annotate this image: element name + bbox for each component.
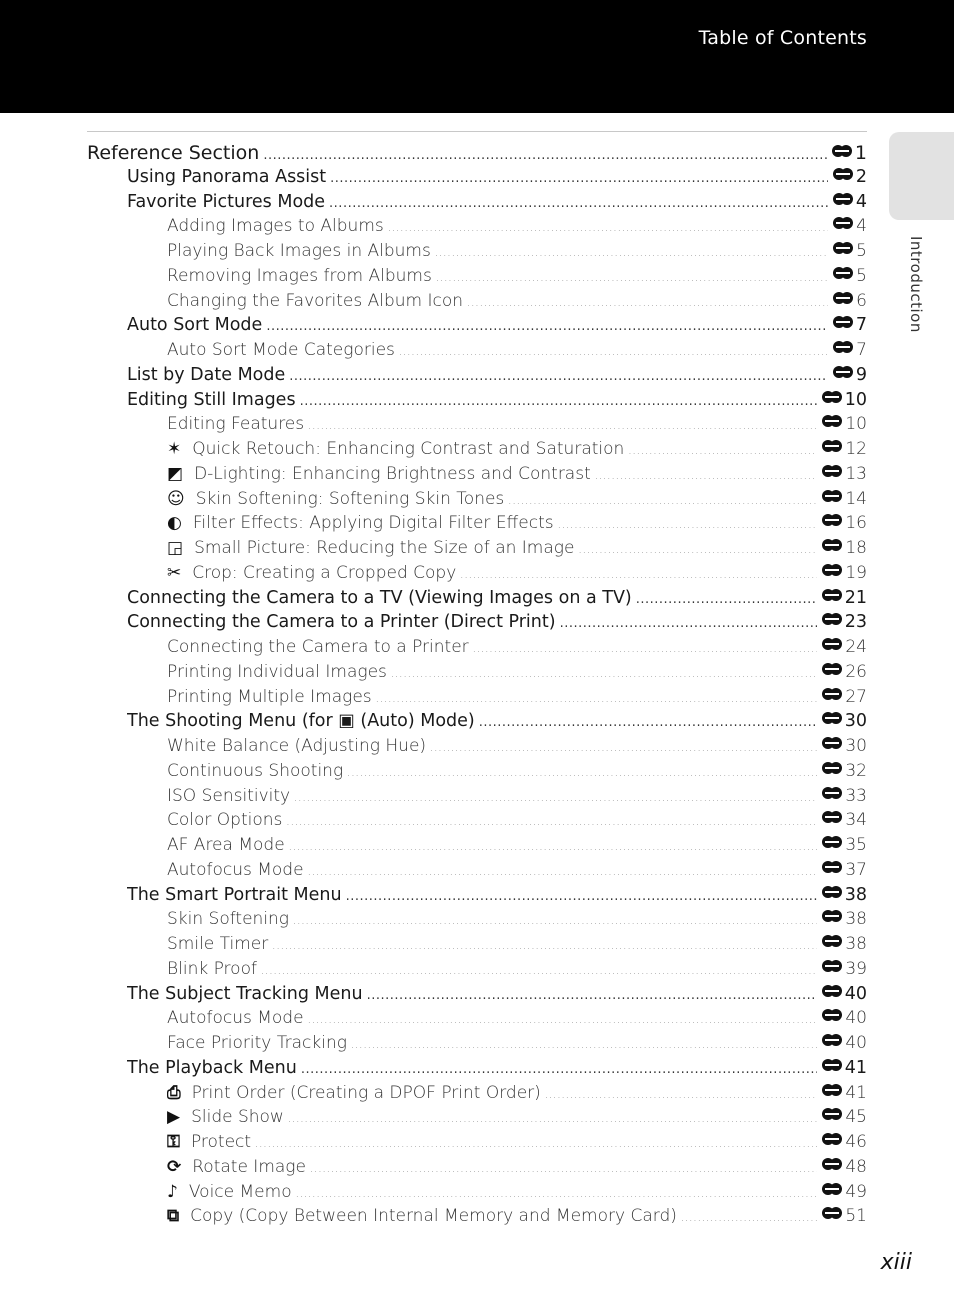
reference-section-icon bbox=[832, 266, 854, 282]
reference-section-icon bbox=[832, 365, 854, 381]
page-ref-number: 40 bbox=[845, 1033, 867, 1053]
page-ref-number: 23 bbox=[844, 612, 867, 633]
reference-section-icon bbox=[821, 489, 843, 505]
page-ref-number: 33 bbox=[845, 785, 867, 806]
dot-leader bbox=[308, 421, 817, 432]
reference-section-icon bbox=[821, 810, 843, 826]
toc-entry-page bbox=[821, 1008, 867, 1028]
print-order-icon: ⎙ bbox=[167, 1082, 181, 1103]
page-ref-number: 24 bbox=[845, 637, 867, 657]
dot-leader bbox=[329, 196, 828, 211]
toc-entry-title: Smile Timer bbox=[167, 934, 269, 954]
dot-leader bbox=[436, 273, 828, 284]
toc-entry-page bbox=[821, 984, 867, 1004]
toc-entry-page bbox=[821, 414, 867, 434]
toc-entry[interactable] bbox=[127, 390, 867, 410]
toc-entry[interactable] bbox=[167, 1206, 867, 1226]
toc-entry-title: Printing Individual Images bbox=[167, 661, 387, 682]
reference-section-icon bbox=[821, 860, 843, 876]
toc-entry[interactable] bbox=[167, 736, 867, 756]
toc-entry-title: The Shooting Menu (for ▣ (Auto) Mode) bbox=[127, 711, 475, 732]
toc-entry[interactable] bbox=[167, 464, 867, 484]
toc-entry-title: D-Lighting: Enhancing Brightness and Contrast bbox=[194, 463, 591, 484]
toc-entry[interactable] bbox=[167, 959, 867, 979]
toc-entry[interactable] bbox=[167, 786, 867, 806]
toc-entry-page bbox=[821, 538, 867, 558]
toc-entry[interactable] bbox=[167, 1033, 867, 1053]
toc-entry-page bbox=[821, 637, 867, 657]
reference-section-icon bbox=[821, 687, 843, 703]
toc-entry[interactable] bbox=[167, 934, 867, 954]
toc-entry[interactable] bbox=[167, 414, 867, 434]
toc-entry[interactable] bbox=[127, 588, 867, 608]
toc-entry-page bbox=[821, 835, 867, 855]
dot-leader bbox=[263, 148, 827, 163]
reference-section-icon bbox=[821, 786, 843, 802]
copy-icon: ⧉ bbox=[167, 1206, 180, 1227]
page-ref-number: 12 bbox=[845, 439, 867, 459]
toc-entry-page bbox=[821, 810, 867, 830]
toc-entry[interactable] bbox=[167, 291, 867, 311]
reference-section-icon bbox=[821, 1083, 843, 1099]
toc-entry-title: Using Panorama Assist bbox=[127, 166, 327, 187]
voice-memo-icon: ♪ bbox=[167, 1181, 178, 1202]
dot-leader bbox=[558, 520, 818, 531]
toc-entry-title: Slide Show bbox=[191, 1107, 284, 1128]
reference-section-icon bbox=[821, 538, 843, 554]
page-ref-number: 41 bbox=[844, 1057, 867, 1078]
page-ref-number: 4 bbox=[856, 216, 867, 237]
page-header-title: Table of Contents bbox=[698, 27, 867, 49]
reference-section-icon bbox=[821, 885, 843, 901]
toc-entry[interactable] bbox=[167, 1008, 867, 1028]
toc-entry-page bbox=[821, 439, 867, 459]
toc-entry[interactable] bbox=[167, 637, 867, 657]
dot-leader bbox=[636, 592, 817, 607]
reference-section-icon bbox=[821, 1206, 843, 1222]
toc-entry-page bbox=[821, 612, 867, 632]
reference-section-icon bbox=[821, 1058, 843, 1074]
small-picture-icon: ◲ bbox=[167, 538, 184, 558]
reference-section-icon bbox=[821, 513, 843, 529]
dot-leader bbox=[308, 1015, 818, 1026]
page-ref-number: 16 bbox=[845, 513, 867, 534]
toc-entry-title: Print Order (Creating a DPOF Print Order) bbox=[191, 1082, 541, 1103]
toc-entry-title: ISO Sensitivity bbox=[167, 785, 291, 806]
dot-leader bbox=[467, 298, 828, 309]
toc-entry-title: Protect bbox=[190, 1132, 252, 1152]
page-ref-number: 5 bbox=[856, 241, 867, 261]
reference-section-icon bbox=[821, 1008, 843, 1024]
toc-entry-title: Skin Softening bbox=[167, 909, 290, 930]
toc-entry[interactable] bbox=[167, 761, 867, 781]
toc-entry-title: Face Priority Tracking bbox=[167, 1033, 347, 1053]
toc-entry-title: Auto Sort Mode Categories bbox=[167, 340, 395, 360]
toc-entry[interactable] bbox=[167, 860, 867, 880]
toc-entry-title: List by Date Mode bbox=[127, 364, 286, 385]
d-lighting-icon: ◩ bbox=[167, 463, 184, 484]
toc-entry-title: The Smart Portrait Menu bbox=[127, 884, 342, 905]
page-ref-number: 7 bbox=[856, 340, 867, 360]
page-ref-number: 1 bbox=[854, 142, 867, 164]
toc-entry-page bbox=[821, 1182, 867, 1202]
toc-entry-title: AF Area Mode bbox=[167, 835, 285, 855]
toc-entry-page bbox=[832, 291, 867, 311]
toc-entry-page bbox=[832, 340, 867, 360]
toc-entry-page bbox=[821, 909, 867, 929]
reference-section-icon bbox=[821, 711, 843, 727]
dot-leader bbox=[460, 570, 817, 581]
page-ref-number: 21 bbox=[844, 587, 867, 608]
reference-section-icon bbox=[821, 959, 843, 975]
page-ref-number: 18 bbox=[845, 538, 867, 558]
dot-leader bbox=[473, 644, 818, 655]
reference-section-icon bbox=[821, 909, 843, 925]
toc-entry[interactable] bbox=[167, 439, 867, 459]
toc-entry[interactable] bbox=[167, 241, 867, 261]
toc-entry-title: Crop: Creating a Cropped Copy bbox=[192, 562, 457, 583]
toc-entry[interactable] bbox=[127, 167, 867, 187]
toc-entry-page bbox=[831, 142, 867, 164]
reference-section-icon bbox=[821, 637, 843, 653]
toc-entry-page bbox=[832, 241, 867, 261]
toc-entry[interactable] bbox=[127, 315, 867, 335]
page-ref-number: 14 bbox=[845, 488, 867, 509]
toc-entry-page bbox=[832, 216, 867, 236]
dot-leader bbox=[300, 394, 817, 409]
reference-section-icon bbox=[831, 144, 853, 160]
toc-entry[interactable] bbox=[87, 142, 867, 164]
dot-leader bbox=[289, 842, 818, 853]
page-ref-number: 35 bbox=[845, 835, 867, 855]
dot-leader bbox=[286, 817, 817, 828]
toc-entry[interactable] bbox=[127, 192, 867, 212]
toc-entry-page bbox=[832, 167, 867, 187]
reference-section-icon bbox=[821, 439, 843, 455]
toc-entry-page bbox=[821, 687, 867, 707]
toc-entry-page bbox=[832, 192, 867, 212]
page-ref-number: 32 bbox=[845, 760, 867, 781]
reference-section-icon bbox=[821, 662, 843, 678]
toc-entry[interactable] bbox=[167, 662, 867, 682]
toc-entry[interactable] bbox=[167, 1132, 867, 1152]
dot-leader bbox=[399, 347, 828, 358]
toc-entry[interactable] bbox=[167, 340, 867, 360]
toc-entry-title: Adding Images to Albums bbox=[167, 216, 384, 237]
rotate-image-icon: ⟳ bbox=[167, 1156, 182, 1177]
dot-leader bbox=[628, 446, 817, 457]
toc-entry-page bbox=[821, 1083, 867, 1103]
page-ref-number: 27 bbox=[845, 686, 867, 707]
dot-leader bbox=[301, 1062, 817, 1077]
dot-leader bbox=[266, 319, 828, 334]
page-ref-number: 26 bbox=[845, 661, 867, 682]
dot-leader bbox=[430, 743, 817, 754]
toc-entry[interactable] bbox=[167, 513, 867, 533]
toc-entry-page bbox=[821, 489, 867, 509]
toc-entry[interactable] bbox=[167, 1157, 867, 1177]
dot-leader bbox=[347, 768, 817, 779]
dot-leader bbox=[351, 1040, 817, 1051]
slide-show-icon: ▶ bbox=[167, 1107, 181, 1128]
toc-entry-page bbox=[821, 1107, 867, 1127]
toc-entry-title: Quick Retouch: Enhancing Contrast and Saturation bbox=[192, 439, 625, 459]
toc-entry-page bbox=[821, 563, 867, 583]
toc-entry-title: Reference Section bbox=[87, 142, 260, 164]
page-ref-number: 13 bbox=[845, 463, 867, 484]
dot-leader bbox=[293, 916, 817, 927]
page-ref-number: 46 bbox=[845, 1132, 867, 1152]
reference-section-icon bbox=[821, 464, 843, 480]
page-ref-number: 5 bbox=[856, 265, 867, 286]
dot-leader bbox=[367, 988, 817, 1003]
toc-entry-page bbox=[821, 959, 867, 979]
dot-leader bbox=[391, 669, 817, 680]
toc-entry-title: Autofocus Mode bbox=[167, 1008, 304, 1029]
toc-entry-page bbox=[821, 885, 867, 905]
toc-entry-title: Editing Features bbox=[167, 414, 305, 435]
toc-entry-title: Blink Proof bbox=[167, 958, 257, 979]
toc-entry[interactable] bbox=[167, 810, 867, 830]
skin-softening-icon: ☺ bbox=[167, 488, 185, 509]
reference-section-icon bbox=[821, 612, 843, 628]
page-ref-number: 10 bbox=[844, 389, 867, 410]
toc-entry-page bbox=[821, 513, 867, 533]
toc-entry-page bbox=[821, 464, 867, 484]
page-ref-number: 9 bbox=[855, 364, 867, 385]
toc-entry-page bbox=[832, 315, 867, 335]
toc-entry-page bbox=[821, 860, 867, 880]
reference-section-icon bbox=[821, 835, 843, 851]
reference-section-icon bbox=[832, 340, 854, 356]
dot-leader bbox=[346, 889, 817, 904]
toc-entry-title: Connecting the Camera to a Printer (Direct Print) bbox=[127, 612, 556, 633]
dot-leader bbox=[330, 171, 828, 186]
toc-entry-title: Rotate Image bbox=[192, 1156, 306, 1177]
toc-entry[interactable] bbox=[167, 687, 867, 707]
dot-leader bbox=[545, 1090, 818, 1101]
toc-entry-page bbox=[821, 1033, 867, 1053]
toc-entry-title: Connecting the Camera to a Printer bbox=[167, 637, 469, 657]
reference-section-icon bbox=[821, 1157, 843, 1173]
toc-entry-title: The Subject Tracking Menu bbox=[127, 983, 363, 1004]
page-ref-number: 30 bbox=[844, 711, 867, 732]
reference-section-icon bbox=[821, 1033, 843, 1049]
dot-leader bbox=[308, 867, 818, 878]
toc-entry-page bbox=[821, 662, 867, 682]
toc-entry-title: Continuous Shooting bbox=[167, 760, 344, 781]
crop-icon: ✂ bbox=[167, 562, 182, 583]
reference-section-icon bbox=[832, 241, 854, 257]
page-ref-number: 40 bbox=[845, 1008, 867, 1029]
header-bar bbox=[0, 0, 954, 113]
toc-entry[interactable] bbox=[127, 885, 867, 905]
toc-entry-title: Favorite Pictures Mode bbox=[127, 191, 326, 212]
toc-entry-page bbox=[821, 1157, 867, 1177]
reference-section-icon bbox=[821, 934, 843, 950]
dot-leader bbox=[296, 1189, 818, 1200]
protect-icon: ⚿ bbox=[167, 1132, 180, 1152]
toc-entry-title: Filter Effects: Applying Digital Filter Effects bbox=[192, 513, 554, 534]
toc-entry[interactable] bbox=[167, 538, 867, 558]
toc-entry[interactable] bbox=[167, 1083, 867, 1103]
dot-leader bbox=[388, 223, 828, 234]
reference-section-icon bbox=[821, 1132, 843, 1148]
reference-section-icon bbox=[821, 1107, 843, 1123]
toc-entry-page bbox=[821, 1058, 867, 1078]
dot-leader bbox=[289, 369, 828, 384]
header-rule bbox=[87, 131, 867, 132]
page-ref-number: 19 bbox=[845, 562, 867, 583]
page-ref-number: 48 bbox=[845, 1156, 867, 1177]
page-ref-number: 45 bbox=[845, 1107, 867, 1128]
toc-entry-title: White Balance (Adjusting Hue) bbox=[167, 736, 427, 756]
filter-effects-icon: ◐ bbox=[167, 513, 182, 534]
reference-section-icon bbox=[821, 984, 843, 1000]
reference-section-icon bbox=[821, 563, 843, 579]
toc-entry[interactable] bbox=[127, 365, 867, 385]
page-ref-number: 38 bbox=[844, 884, 867, 905]
toc-entry[interactable] bbox=[167, 1182, 867, 1202]
toc-entry[interactable] bbox=[167, 489, 867, 509]
page-ref-number: 38 bbox=[845, 909, 867, 930]
reference-section-icon bbox=[821, 1182, 843, 1198]
reference-section-icon bbox=[821, 588, 843, 604]
dot-leader bbox=[435, 248, 828, 259]
toc-entry-title: Copy (Copy Between Internal Memory and Memory Card) bbox=[190, 1206, 677, 1227]
toc-entry-title: Printing Multiple Images bbox=[167, 686, 372, 707]
dot-leader bbox=[681, 1213, 817, 1224]
toc-entry-title: Voice Memo bbox=[188, 1181, 292, 1202]
page-ref-number: 30 bbox=[845, 736, 867, 756]
toc-entry-page bbox=[821, 736, 867, 756]
toc-entry[interactable] bbox=[127, 1058, 867, 1078]
reference-section-icon bbox=[821, 414, 843, 430]
toc-entry[interactable] bbox=[127, 711, 867, 731]
dot-leader bbox=[255, 1139, 817, 1150]
toc-entry-page bbox=[821, 786, 867, 806]
dot-leader bbox=[595, 471, 818, 482]
dot-leader bbox=[578, 545, 817, 556]
page-ref-number: 38 bbox=[845, 934, 867, 954]
toc-entry-title: Color Options bbox=[167, 810, 283, 831]
dot-leader bbox=[310, 1164, 817, 1175]
toc-entry-page bbox=[821, 1206, 867, 1226]
toc-entry-page bbox=[821, 1132, 867, 1152]
reference-section-icon bbox=[832, 192, 854, 208]
page-ref-number: 49 bbox=[845, 1181, 867, 1202]
page-ref-number: 37 bbox=[845, 859, 867, 880]
page-number: xiii bbox=[880, 1250, 912, 1275]
dot-leader bbox=[288, 1114, 818, 1125]
page-ref-number: 41 bbox=[845, 1082, 867, 1103]
toc-entry-title: Playing Back Images in Albums bbox=[167, 241, 431, 261]
dot-leader bbox=[272, 941, 817, 952]
toc-entry-title: Skin Softening: Softening Skin Tones bbox=[195, 488, 505, 509]
toc-entry[interactable] bbox=[167, 835, 867, 855]
reference-section-icon bbox=[821, 736, 843, 752]
reference-section-icon bbox=[832, 216, 854, 232]
page-ref-number: 7 bbox=[855, 315, 867, 336]
toc-entry-page bbox=[821, 761, 867, 781]
dot-leader bbox=[479, 715, 817, 730]
page-ref-number: 10 bbox=[845, 414, 867, 435]
page-ref-number: 2 bbox=[855, 166, 867, 187]
quick-retouch-icon: ✶ bbox=[167, 439, 182, 459]
toc-entry-page bbox=[821, 711, 867, 731]
page-ref-number: 34 bbox=[845, 810, 867, 831]
toc-entry[interactable] bbox=[127, 612, 867, 632]
dot-leader bbox=[261, 966, 817, 977]
toc-entry[interactable] bbox=[167, 909, 867, 929]
toc-entry-title: Autofocus Mode bbox=[167, 859, 304, 880]
reference-section-icon bbox=[832, 315, 854, 331]
toc-entry-title: Small Picture: Reducing the Size of an Image bbox=[194, 538, 575, 558]
toc-entry-title: The Playback Menu bbox=[127, 1057, 297, 1078]
toc-entry-title: Auto Sort Mode bbox=[127, 315, 263, 336]
toc-entry-title: Removing Images from Albums bbox=[167, 265, 432, 286]
dot-leader bbox=[294, 793, 817, 804]
reference-section-icon bbox=[832, 167, 854, 183]
reference-section-icon bbox=[821, 761, 843, 777]
reference-section-icon bbox=[821, 390, 843, 406]
toc-entry[interactable] bbox=[167, 563, 867, 583]
toc-entry-page bbox=[821, 390, 867, 410]
toc-entry[interactable] bbox=[167, 1107, 867, 1127]
toc-entry-title: Editing Still Images bbox=[127, 389, 296, 410]
toc-entry-page bbox=[832, 266, 867, 286]
toc-entry-page bbox=[821, 588, 867, 608]
toc-entry[interactable] bbox=[167, 266, 867, 286]
toc-entry-page bbox=[832, 365, 867, 385]
toc-entry[interactable] bbox=[167, 216, 867, 236]
toc-entry-page bbox=[821, 934, 867, 954]
dot-leader bbox=[560, 616, 817, 631]
toc-entry[interactable] bbox=[127, 984, 867, 1004]
page-ref-number: 39 bbox=[845, 958, 867, 979]
page-ref-number: 40 bbox=[844, 983, 867, 1004]
dot-leader bbox=[508, 496, 817, 507]
dot-leader bbox=[376, 694, 818, 705]
toc-entry-title: Changing the Favorites Album Icon bbox=[167, 290, 464, 311]
toc-entry-title: Connecting the Camera to a TV (Viewing Images on a TV) bbox=[127, 587, 632, 608]
reference-section-icon bbox=[832, 291, 854, 307]
section-side-tab[interactable] bbox=[889, 132, 954, 220]
page-ref-number: 4 bbox=[855, 191, 867, 212]
section-side-label: Introduction bbox=[907, 236, 925, 333]
page-ref-number: 6 bbox=[856, 290, 867, 311]
page-ref-number: 51 bbox=[845, 1206, 867, 1227]
